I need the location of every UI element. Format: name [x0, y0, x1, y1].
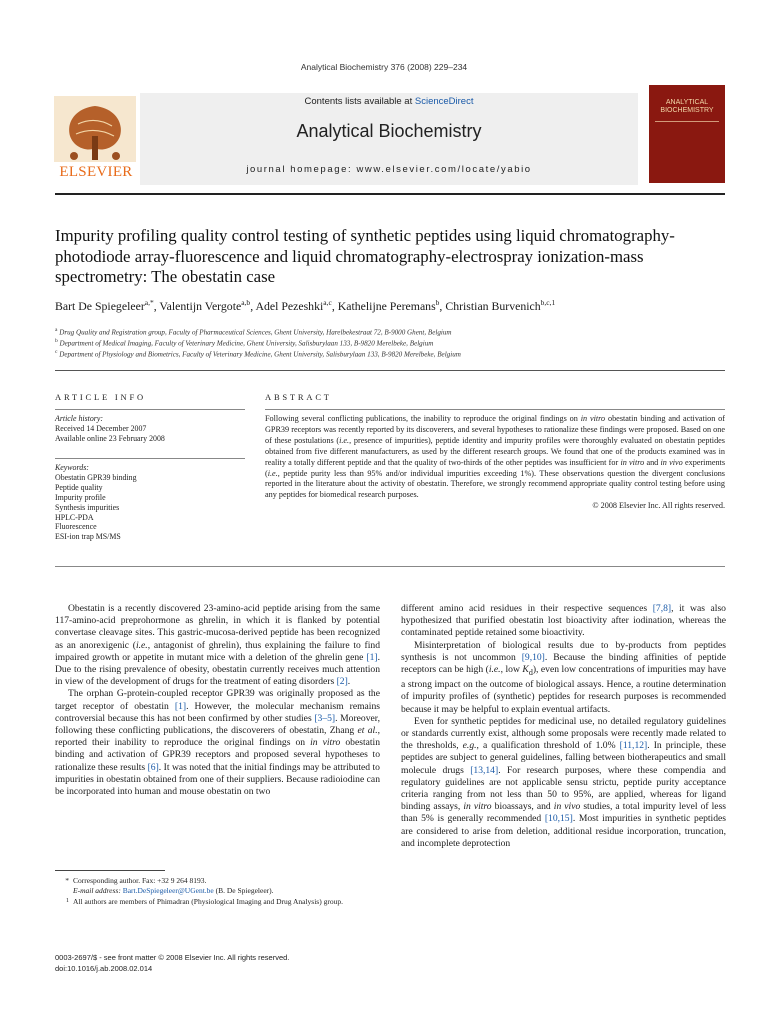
author-list: [55, 298, 735, 314]
info-rule-2: [55, 458, 245, 459]
footnote-email: E-mail address: Bart.DeSpiegeleer@UGent.be (B. De Spiegeleer).: [73, 886, 274, 895]
keywords-list: Keywords: Obestatin GPR39 binding Peptide quality Impurity profile Synthesis impurities HPLC-PDA Fluorescence ESI-ion trap MS/MS: [55, 463, 137, 542]
article-history: Article history: Received 14 December 2007 Available online 23 February 2008: [55, 414, 165, 443]
abstract-text: Following several conflicting publications, the inability to reproduce the original findings on in vitro obestatin binding and activation of GPR39 receptors was recently reported by its discoverers, and several hypotheses to rationalize these findings were proposed. Based on one of these postulations (i.e., presence of impurities), peptide identity and impurity profiles were thoroughly evaluated on obestatin peptides obtained from five different manufacturers, as used by the different research groups. We found that one of the products examined was in reality a totally different peptide and that the quality of two-thirds of the other peptides was insufficient for in vitro and in vivo experiments (i.e., peptide purity less than 95% and/or individual impurities exceeding 1%). These observations question the divergent conclusions reported in the literature about the activity of obestatin. Therefore, we strongly recommend appropriate quality control testing before using any peptides for biomedical research purposes. © 2008 Elsevier Inc. All rights reserved.: [265, 414, 726, 511]
ref-link[interactable]: [2]: [336, 676, 348, 688]
ref-link[interactable]: [9,10]: [521, 651, 545, 663]
affiliation-c: $^c$ Department of Physiology and Biometrics, Faculty of Veterinary Medicine, Ghent University, Salisburylaan 133, B-9820 Merelbeke, Belgium: [55, 349, 461, 359]
paragraph: Even for synthetic peptides for medicinal use, no detailed regulatory guidelines or standards currently exist, although some proposals were recently made related to the thresholds, e.g., a qualification threshold of 1.0% [11,12]. In principle, these peptides are subject to general guidelines, falling between biotherapeutics and small molecule drugs [13,14]. For research purposes, where these compendia and regulatory guidelines are not applicable sensu strictu, peptide purity acceptance criteria ranging from not less than 50 to 95%, are applied, whereas for ligand binding assays, in vitro bioassays, and in vivo studies, a total impurity level of less than 5% is generally recommended [10,15]. Most impurities in synthetic peptides are considered to arise from deletion, additional residue incorporation, truncation, and incomplete deprotection: [401, 715, 727, 849]
abstract-heading: ABSTRACT: [265, 392, 332, 402]
abstract-end-rule: [55, 566, 725, 567]
abstract-copyright: © 2008 Elsevier Inc. All rights reserved.: [592, 501, 725, 511]
affiliation-a: $^a$ Drug Quality and Registration group, Faculty of Pharmaceutical Sciences, Ghent University, Harelbekestraat 72, B-9000 Ghent, Belgium: [55, 327, 452, 337]
header-rule: [55, 193, 725, 195]
affiliation-b: $^b$ Department of Medical Imaging, Faculty of Veterinary Medicine, Ghent University, Salisburylaan 133, B-9820 Merelbeke, Belgium: [55, 338, 434, 348]
sciencedirect-link[interactable]: ScienceDirect: [414, 96, 474, 107]
footnote-corresponding: * Corresponding author. Fax: +32 9 264 8193.: [65, 876, 207, 885]
author-affiliation-marker: b: [435, 298, 440, 307]
paragraph: Obestatin is a recently discovered 23-amino-acid peptide arising from the same 117-amino-acid preprohormone as ghrelin, in which it is flanked by potential convertase cleavage sites. This gastric-mucosa-derived peptide has been recognized as an anorexigenic (i.e., antagonist of ghrelin), thus explaining the failure to find impaired growth or appetite in mutant mice with a deletion of the ghrelin gene [1]. Due to the rising prevalence of obesity, obestatin currently receives much attention in view of the development of drugs for the treatment of eating disorders [2].: [55, 603, 380, 688]
cover-decoration: [655, 121, 719, 122]
author-affiliation-marker: b,c,1: [540, 298, 556, 307]
author-separator: ,: [331, 298, 338, 313]
author-separator: ,: [250, 298, 256, 313]
journal-title: Analytical Biochemistry: [296, 121, 482, 141]
footnote-members: 1 All authors are members of Phimadran (Physiological Imaging and Drug Analysis) group.: [66, 897, 343, 906]
article-title: Impurity profiling quality control testing of synthetic peptides using liquid chromatography-photodiode array-fluorescence and liquid chromatography-electrospray ionization-mass spectrometry: The obestatin case: [55, 226, 675, 286]
doi-line[interactable]: doi:10.1016/j.ab.2008.02.014: [55, 964, 153, 973]
author-name[interactable]: Christian Burvenich: [445, 298, 541, 313]
author-name[interactable]: Valentijn Vergote: [159, 298, 242, 313]
publisher-name: ELSEVIER: [59, 164, 133, 180]
info-rule: [55, 409, 245, 410]
ref-link[interactable]: [6]: [147, 761, 159, 773]
author-separator: ,: [439, 298, 446, 313]
contents-line: Contents lists available at ScienceDirect: [304, 96, 474, 107]
cover-title: ANALYTICAL BIOCHEMISTRY: [660, 99, 714, 114]
author-name[interactable]: Bart De Spiegeleer: [55, 298, 145, 313]
paragraph: different amino acid residues in their respective sequences [7,8], it was also hypothesized that purified obestatin lost bioactivity after iodination, whereas the contaminated peptide retained some bioactivity.: [401, 603, 726, 639]
journal-homepage[interactable]: journal homepage: www.elsevier.com/locate/yabio: [246, 164, 532, 175]
author-name[interactable]: Adel Pezeshki: [255, 298, 324, 313]
article-info-heading: ARTICLE INFO: [55, 392, 146, 402]
issn-line: 0003-2697/$ - see front matter © 2008 Elsevier Inc. All rights reserved.: [55, 953, 290, 962]
ref-link[interactable]: [11,12]: [619, 740, 648, 752]
paragraph: The orphan G-protein-coupled receptor GPR39 was originally proposed as the target receptor of obestatin [1]. However, the molecular mechanism remains controversial because this has not been confirmed by other studies [3–5]. Moreover, following these conflicting publications, the discoverers of obestatin, Zhang et al., reported their inability to reproduce the original findings on in vitro obestatin binding and activation of GPR39 receptors and proposed several hypotheses to rationalize these results [6]. It was noted that the initial findings may be attributed to impurities in obestatin obtained from one of their suppliers. Because radioiodine can be incorporated into human and mouse obestatin on two: [55, 688, 381, 798]
footnote-rule: [55, 870, 165, 871]
ref-link[interactable]: [1]: [366, 651, 378, 663]
ref-link[interactable]: [13,14]: [470, 764, 499, 776]
body-right-column: [401, 603, 726, 850]
author-affiliation-marker: a,b: [241, 298, 251, 307]
author-affiliation-marker: a,*: [144, 298, 154, 307]
author-name[interactable]: Kathelijne Peremans: [337, 298, 436, 313]
ref-link[interactable]: [7,8]: [652, 603, 672, 614]
email-link[interactable]: Bart.DeSpiegeleer@UGent.be: [122, 886, 214, 895]
ref-link[interactable]: [10,15]: [544, 813, 573, 825]
body-left-column: [55, 603, 380, 798]
section-rule: [55, 370, 725, 371]
author-affiliation-marker: a,c: [323, 298, 332, 307]
journal-citation: Analytical Biochemistry 376 (2008) 229–234: [300, 62, 468, 72]
ref-link[interactable]: [1]: [174, 700, 187, 712]
abstract-rule: [265, 409, 725, 410]
author-separator: ,: [153, 298, 160, 313]
paragraph: Misinterpretation of biological results due to by-products from peptides synthesis is not uncommon [9,10]. Because the binding affinities of peptide receptors can be high (i.e., low $K_d$), even low concentrations of impurities may have a strong impact on the outcome of biological assays. Hence, a routine determination of impurity profiles of (synthetic) peptides for research purposes is recommended because it may be helpful to explain eventual artifacts.: [401, 639, 726, 715]
ref-link[interactable]: [3–5]: [314, 712, 336, 724]
